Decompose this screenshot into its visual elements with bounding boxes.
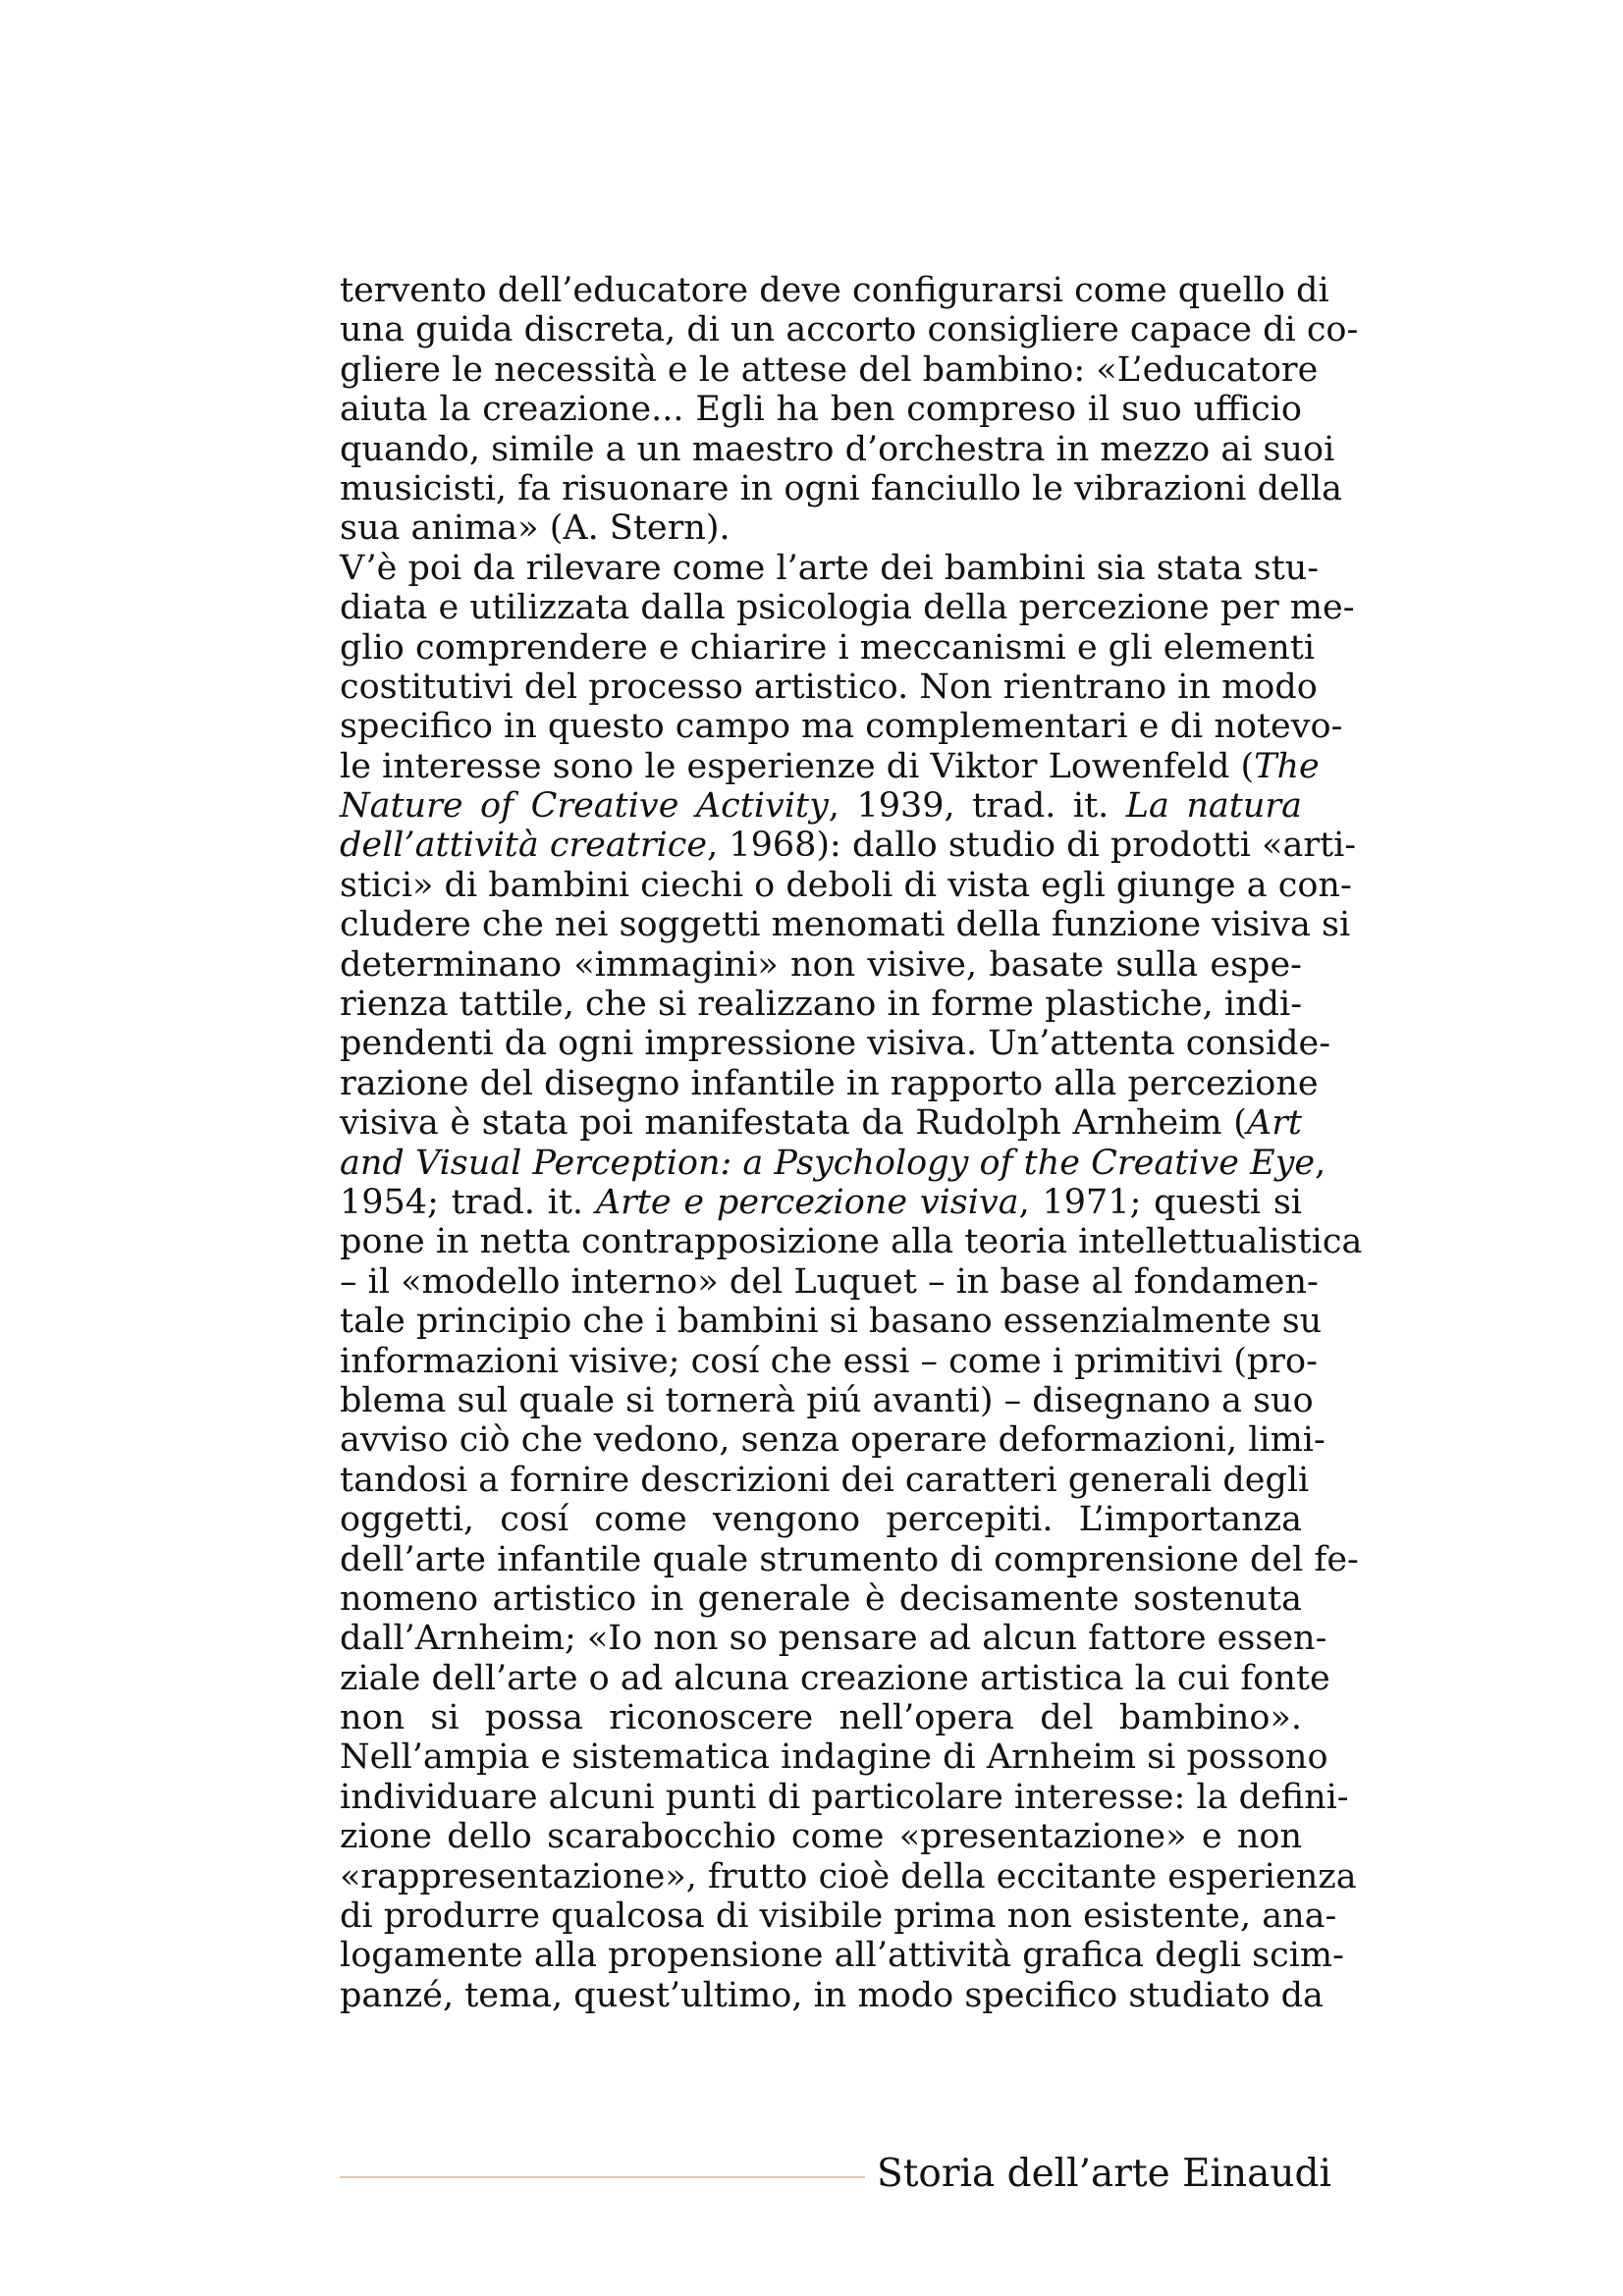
footer-rule xyxy=(340,2176,865,2178)
text-line: diata e utilizzata dalla psicologia della percezione per me- xyxy=(340,588,1355,628)
text-run: , 1939, trad. it. xyxy=(828,786,1126,827)
italic-title: dell’attività creatrice xyxy=(340,826,708,866)
text-run: visiva è stata poi manifestata da Rudolph Arnheim ( xyxy=(340,1103,1247,1144)
text-line: V’è poi da rilevare come l’arte dei bambini sia stata stu- xyxy=(340,548,1320,588)
text-line: musicisti, fa risuonare in ogni fanciullo le vibrazioni della xyxy=(340,468,1342,508)
italic-title: La natura xyxy=(1125,786,1302,827)
body-text xyxy=(340,271,1363,2015)
text-line: dell’arte infantile quale strumento di comprensione del fe- xyxy=(340,1539,1359,1579)
text-line xyxy=(340,1143,1326,1183)
text-line: logamente alla propensione all’attività grafica degli scim- xyxy=(340,1936,1344,1976)
text-line: aiuta la creazione... Egli ha ben compreso il suo ufficio xyxy=(340,390,1302,430)
text-line: Nell’ampia e sistematica indagine di Arnheim si possono xyxy=(340,1737,1328,1778)
text-line: stici» di bambini ciechi o deboli di vista egli giunge a con- xyxy=(340,865,1352,905)
text-run: le interesse sono le esperienze di Viktor Lowenfeld ( xyxy=(340,746,1255,786)
text-line xyxy=(340,786,1302,826)
italic-title: Art xyxy=(1246,1103,1302,1144)
text-line: non si possa riconoscere nell’opera del bambino». xyxy=(340,1698,1302,1738)
text-line: pendenti da ogni impressione visiva. Un’attenta conside- xyxy=(340,1024,1331,1064)
text-line xyxy=(340,746,1320,786)
text-run: , 1971; questi si xyxy=(1018,1182,1302,1222)
text-line: rienza tattile, che si realizzano in forme plastiche, indi- xyxy=(340,985,1303,1025)
text-line: zione dello scarabocchio come «presentazione» e non xyxy=(340,1817,1302,1857)
text-line: gliere le necessità e le attese del bambino: «L’educatore xyxy=(340,349,1319,390)
text-line: cludere che nei soggetti menomati della funzione visiva si xyxy=(340,905,1351,945)
italic-title: The xyxy=(1254,746,1320,786)
text-line: quando, simile a un maestro d’orchestra in mezzo ai suoi xyxy=(340,429,1335,469)
text-line: individuare alcuni punti di particolare interesse: la defini- xyxy=(340,1777,1349,1817)
text-line: tervento dell’educatore deve configurarsi come quello di xyxy=(340,271,1329,310)
text-run: 1954; trad. it. xyxy=(340,1182,596,1222)
text-line xyxy=(340,1183,1302,1222)
text-line: sua anima» (A. Stern). xyxy=(340,508,730,549)
footer-series-title: Storia dell’arte Einaudi xyxy=(877,2152,1331,2196)
text-line: ziale dell’arte o ad alcuna creazione artistica la cui fonte xyxy=(340,1658,1330,1698)
text-line: – il «modello interno» del Luquet – in base al fondamen- xyxy=(340,1261,1319,1302)
text-run: , xyxy=(1315,1143,1326,1183)
text-line: nomeno artistico in generale è decisamente sostenuta xyxy=(340,1578,1302,1619)
text-line: tandosi a fornire descrizioni dei caratteri generali degli xyxy=(340,1460,1310,1500)
text-line: panzé, tema, quest’ultimo, in modo specifico studiato da xyxy=(340,1975,1324,2015)
text-run: , 1968): dallo studio di prodotti «arti- xyxy=(707,826,1357,866)
text-line: oggetti, cosí come vengono percepiti. L’importanza xyxy=(340,1500,1302,1540)
text-line: una guida discreta, di un accorto consigliere capace di co- xyxy=(340,310,1359,350)
text-line xyxy=(340,1103,1302,1143)
text-line xyxy=(340,826,1357,866)
text-line: «rappresentazione», frutto cioè della eccitante esperienza xyxy=(340,1856,1357,1896)
italic-title: Arte e percezione visiva xyxy=(595,1182,1019,1222)
text-line: razione del disegno infantile in rapporto alla percezione xyxy=(340,1063,1319,1103)
text-line: avviso ciò che vedono, senza operare deformazioni, limi- xyxy=(340,1420,1325,1461)
text-line: specifico in questo campo ma complementari e di notevo- xyxy=(340,707,1343,747)
text-line: determinano «immagini» non visive, basate sulla espe- xyxy=(340,944,1302,985)
italic-title: and Visual Perception: a Psychology of the Creative Eye xyxy=(340,1143,1316,1183)
italic-title: Nature of Creative Activity xyxy=(340,786,829,827)
text-line: blema sul quale si tornerà piú avanti) – disegnano a suo xyxy=(340,1380,1314,1420)
text-line: dall’Arnheim; «Io non so pensare ad alcun fattore essen- xyxy=(340,1619,1327,1659)
text-line: costitutivi del processo artistico. Non rientrano in modo xyxy=(340,667,1318,707)
text-line: tale principio che i bambini si basano essenzialmente su xyxy=(340,1302,1323,1342)
text-line: informazioni visive; cosí che essi – come i primitivi (pro- xyxy=(340,1341,1318,1381)
text-line: glio comprendere e chiarire i meccanismi e gli elementi xyxy=(340,627,1316,667)
text-line: pone in netta contrapposizione alla teoria intellettualistica xyxy=(340,1222,1363,1262)
text-line: di produrre qualcosa di visibile prima non esistente, ana- xyxy=(340,1896,1337,1937)
